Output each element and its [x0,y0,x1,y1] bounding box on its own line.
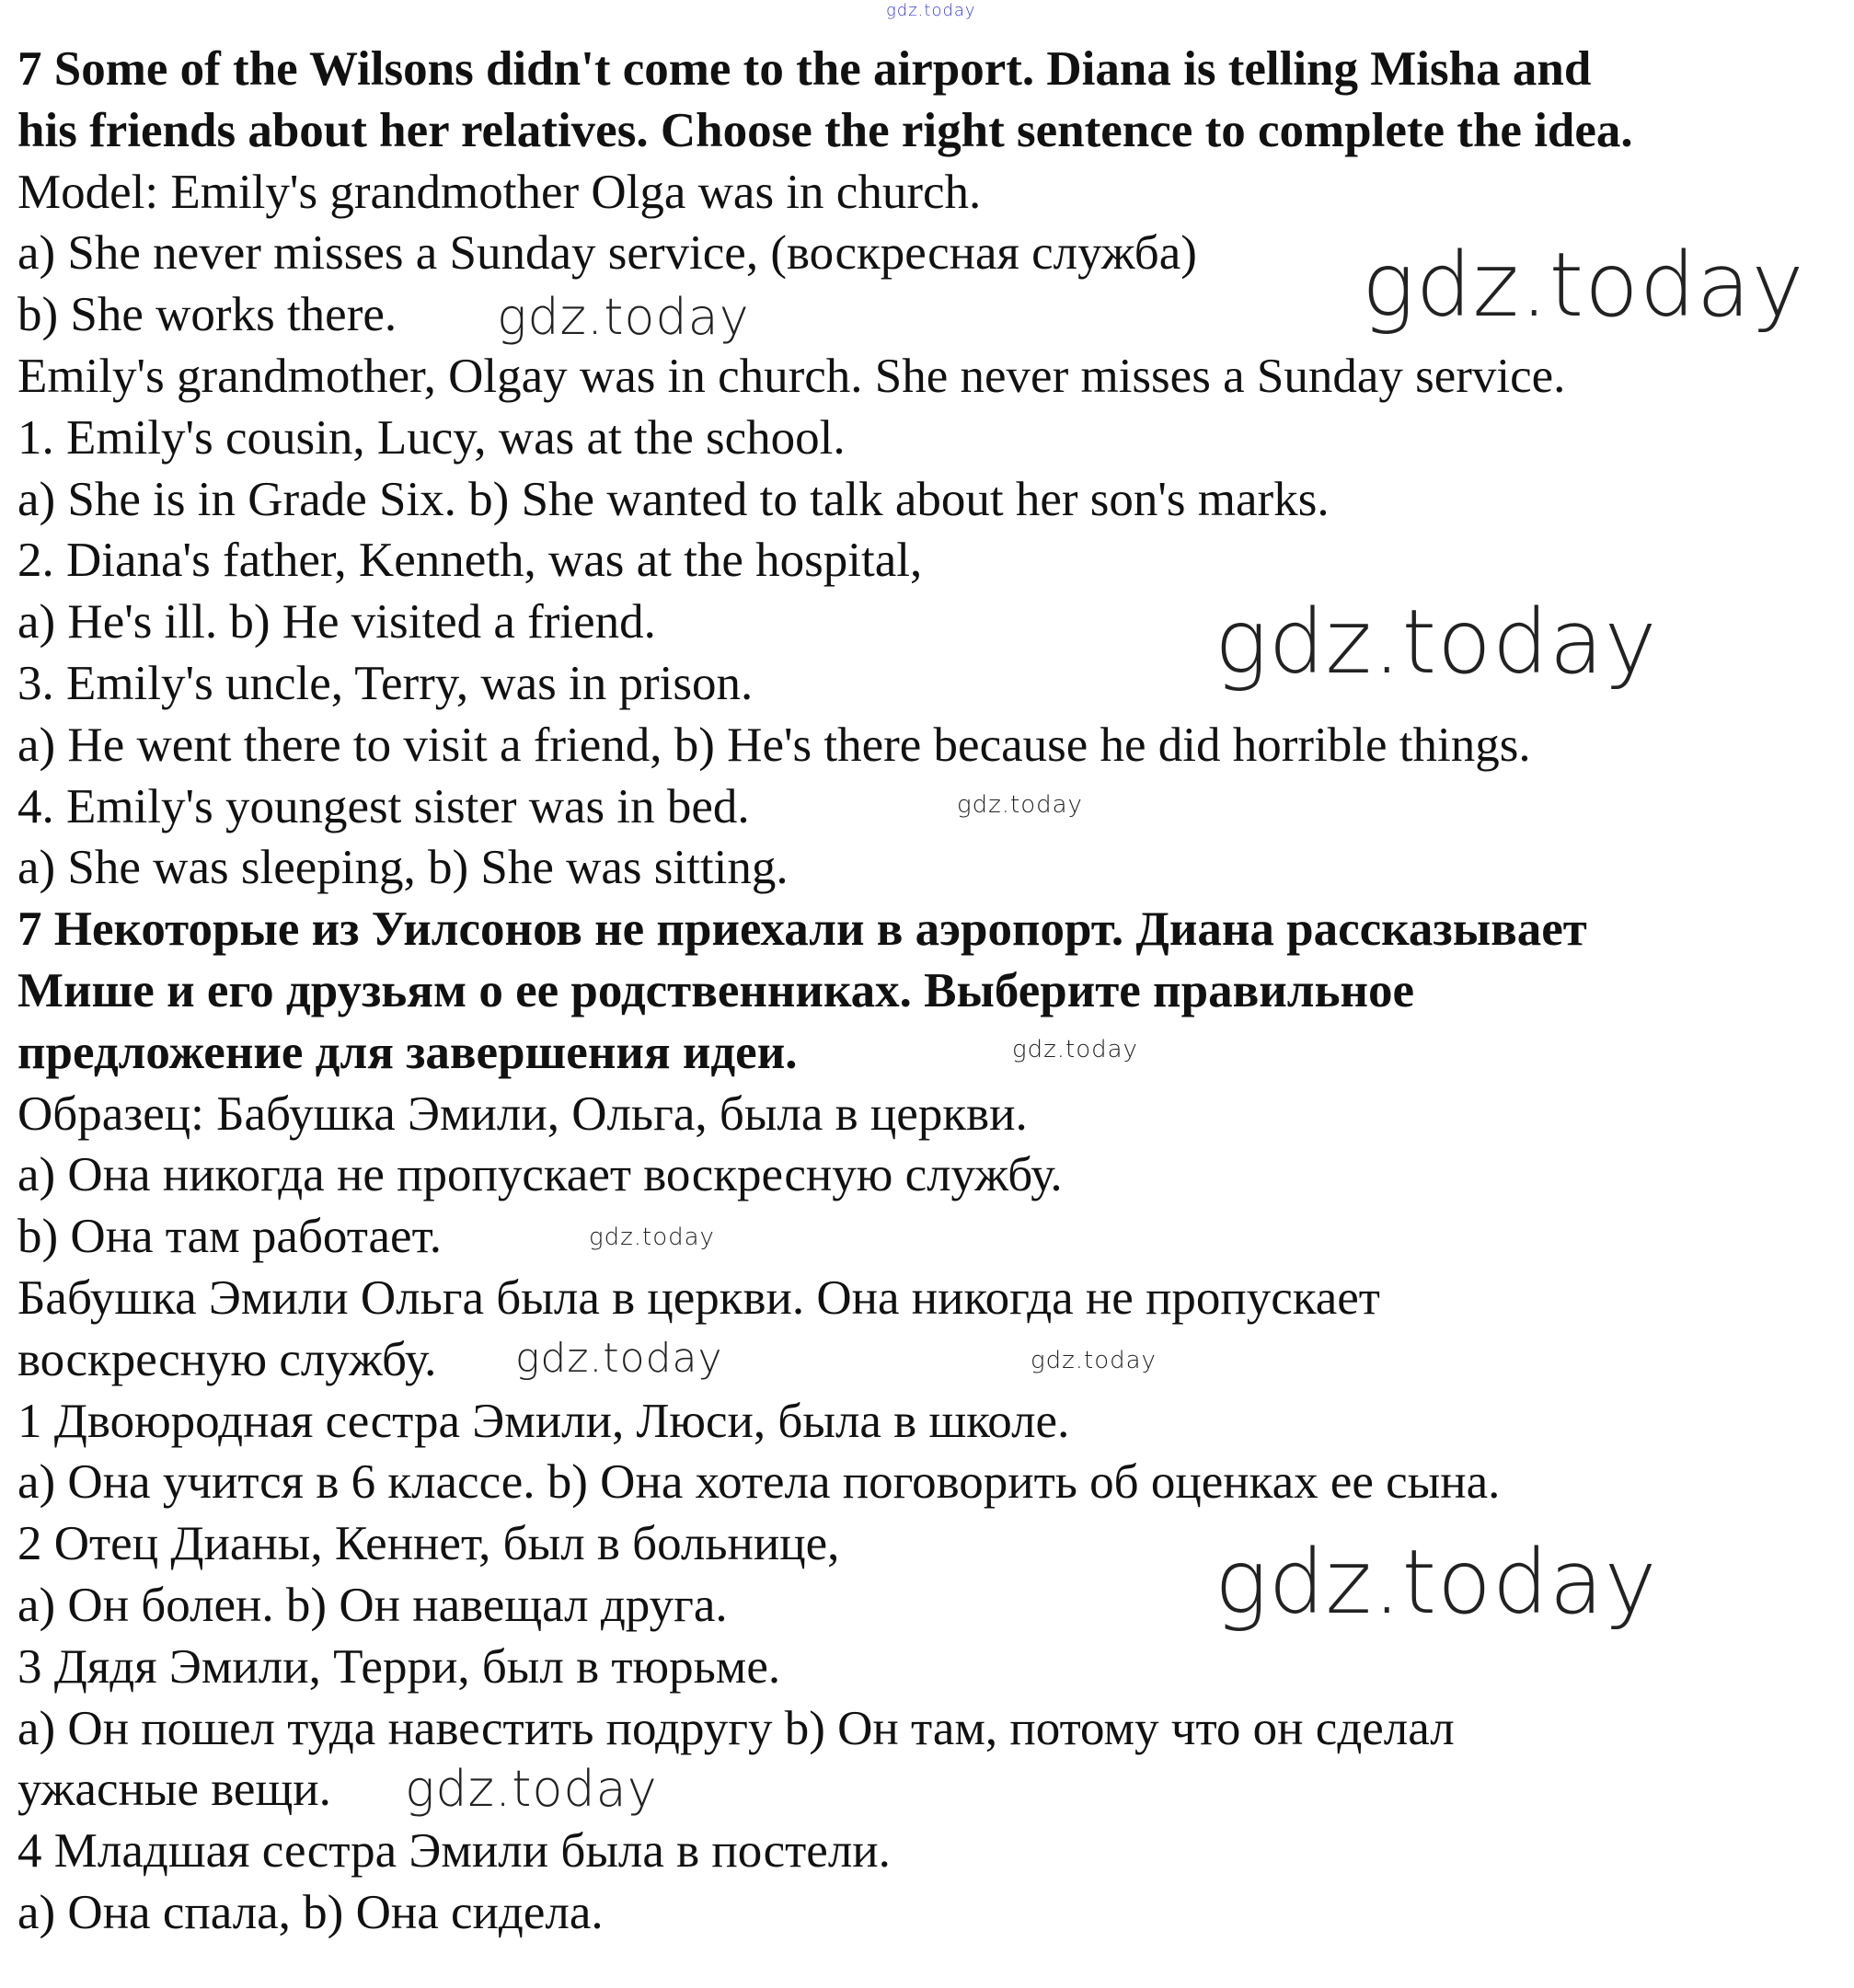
text-line: Emily's grandmother, Olgay was in church. She never misses a Sunday service. [17,349,1566,403]
text-line: b) She works there. [17,288,397,342]
text-line: a) Она никогда не пропускает воскресную службу. [17,1148,1063,1202]
watermark: gdz.today [1362,234,1805,337]
text-line: Бабушка Эмили Ольга была в церкви. Она никогда не пропускает [17,1270,1380,1325]
text-line: ужасные вещи. [17,1763,331,1817]
heading-line: 7 Some of the Wilsons didn't come to the airport. Diana is telling Misha and [17,42,1592,96]
text-line: a) Он болен. b) Он навещал друга. [17,1578,728,1632]
watermark: gdz.today [589,1224,715,1251]
watermark: gdz.today [1012,1036,1138,1063]
watermark: gdz.today [1215,1531,1658,1634]
text-line: 3 Дядя Эмили, Терри, был в тюрьме. [17,1639,781,1694]
text-line: a) She is in Grade Six. b) She wanted to talk about her son's marks. [17,472,1330,526]
text-line: воскресную службу. [17,1332,437,1386]
heading-line: Мише и его друзьям о ее родственниках. Выберите правильное [17,963,1415,1017]
watermark: gdz.today [1031,1347,1157,1374]
text-line: a) She never misses a Sunday service, (воскресная служба) [17,226,1197,281]
text-line: 4 Младшая сестра Эмили была в постели. [17,1824,891,1879]
heading-line: 7 Некоторые из Уилсонов не приехали в аэропорт. Диана рассказывает [17,902,1587,957]
text-line: b) Она там работает. [17,1210,443,1264]
watermark-top: gdz.today [886,1,976,20]
text-line: a) Она спала, b) Она сидела. [17,1885,604,1939]
text-line: Model: Emily's grandmother Olga was in church. [17,165,982,219]
text-line: Образец: Бабушка Эмили, Ольга, была в церкви. [17,1086,1028,1141]
text-line: a) She was sleeping, b) She was sitting. [17,841,789,895]
text-line: 2 Отец Дианы, Кеннет, был в больнице, [17,1517,840,1571]
text-line: 1. Emily's cousin, Lucy, was at the school. [17,410,846,465]
text-line: 4. Emily's youngest sister was in bed. [17,779,750,833]
watermark: gdz.today [405,1760,658,1818]
watermark: gdz.today [1215,591,1658,694]
text-line: a) Она учится в 6 классе. b) Она хотела поговорить об оценках ее сына. [17,1455,1501,1510]
heading-line: his friends about her relatives. Choose the right sentence to complete the idea. [17,103,1633,157]
text-line: a) He's ill. b) He visited a friend. [17,595,656,649]
text-line: a) Он пошел туда навестить подругу b) Он там, потому что он сделал [17,1701,1455,1755]
text-line: 2. Diana's father, Kenneth, was at the hospital, [17,534,923,588]
heading-line: предложение для завершения идеи. [17,1025,798,1079]
watermark: gdz.today [957,791,1083,819]
text-line: 1 Двоюродная сестра Эмили, Люси, была в школе. [17,1394,1070,1448]
watermark: gdz.today [515,1335,723,1382]
text-line: 3. Emily's uncle, Terry, was in prison. [17,656,754,710]
text-line: a) He went there to visit a friend, b) He's there because he did horrible things. [17,718,1531,772]
watermark: gdz.today [497,288,750,346]
